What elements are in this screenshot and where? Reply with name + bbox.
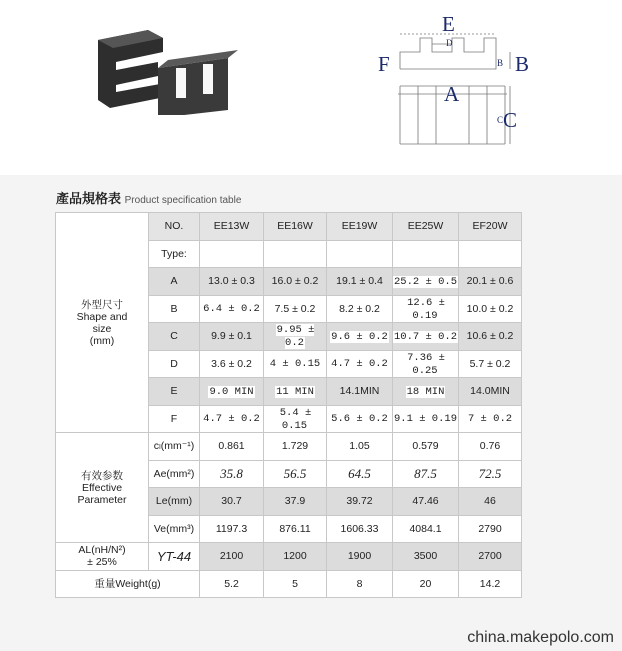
table-cell (200, 378, 264, 406)
header-ee25w: EE25W (393, 213, 459, 241)
weight-label: 重量Weight(g) (56, 570, 200, 598)
dim-row-label: D (149, 350, 200, 378)
table-cell-value: 25.2 ± 0.5 (394, 275, 458, 288)
table-cell-value: 9.95 ± 0.2 (276, 324, 315, 350)
table-cell: 1.05 (327, 433, 393, 461)
table-cell-value: 7 ± 0.2 (467, 413, 513, 426)
dim-row-label: C (149, 323, 200, 351)
table-cell-value: 4 ± 0.15 (269, 358, 321, 371)
al-core-label: YT-44 (149, 543, 200, 571)
table-cell: 46 (459, 488, 522, 516)
dim-label-e: E (442, 12, 455, 36)
table-cell: 19.1 ± 0.4 (327, 268, 393, 296)
table-cell: 87.5 (393, 460, 459, 488)
table-cell: 0.579 (393, 433, 459, 461)
table-cell (459, 405, 522, 433)
table-cell-value: 6.4 ± 0.2 (203, 303, 260, 316)
table-cell: 7.5 ± 0.2 (264, 295, 327, 323)
table-cell (264, 378, 327, 406)
table-cell (393, 405, 459, 433)
table-cell (327, 323, 393, 351)
header-ef20w: EF20W (459, 213, 522, 241)
group-shape-en2: size (92, 322, 112, 335)
header-ee13w: EE13W (200, 213, 264, 241)
table-cell: 64.5 (327, 460, 393, 488)
table-cell: 47.46 (393, 488, 459, 516)
table-cell-value: 9.6 ± 0.2 (331, 330, 388, 343)
table-cell (393, 295, 459, 323)
table-cell: 2700 (459, 543, 522, 571)
table-cell-value: 5.6 ± 0.2 (331, 413, 388, 426)
table-cell: 1.729 (264, 433, 327, 461)
table-cell: 14.0MIN (459, 378, 522, 406)
table-title-cn: 產品規格表 (56, 192, 122, 207)
table-cell: 10.6 ± 0.2 (459, 323, 522, 351)
dim-row-label: B (149, 295, 200, 323)
dim-row-label: E (149, 378, 200, 406)
table-cell: 4084.1 (393, 515, 459, 543)
group-shape-cn: 外型尺寸 (81, 298, 123, 311)
table-cell: 2100 (200, 543, 264, 571)
type-cell (200, 240, 264, 268)
table-cell: 14.2 (459, 570, 522, 598)
param-row-label: Le(mm) (149, 488, 200, 516)
group-shape (56, 213, 149, 433)
table-cell: 30.7 (200, 488, 264, 516)
dim-label-f: F (378, 52, 390, 76)
table-cell: 876.11 (264, 515, 327, 543)
group-effective-cn: 有效参数 (81, 469, 123, 482)
table-cell: 20.1 ± 0.6 (459, 268, 522, 296)
table-cell: 13.0 ± 0.3 (200, 268, 264, 296)
param-row-label: Ae(mm²) (149, 460, 200, 488)
table-cell (393, 268, 459, 296)
param-row-cl (56, 433, 522, 461)
table-cell (264, 405, 327, 433)
header-ee16w: EE16W (264, 213, 327, 241)
group-shape-unit: (mm) (89, 334, 115, 347)
table-cell: 72.5 (459, 460, 522, 488)
dim-label-c: C (503, 108, 518, 132)
table-cell: 0.861 (200, 433, 264, 461)
table-cell (264, 350, 327, 378)
table-cell-value: 11 MIN (276, 385, 314, 398)
table-cell: 9.9 ± 0.1 (200, 323, 264, 351)
table-cell: 37.9 (264, 488, 327, 516)
table-cell: 1900 (327, 543, 393, 571)
table-cell-value: 10.7 ± 0.2 (394, 330, 458, 343)
group-effective (56, 433, 149, 543)
ferrite-core-illustration (88, 30, 238, 115)
table-cell: 35.8 (200, 460, 264, 488)
param-row-label: cₗ(mm⁻¹) (149, 433, 200, 461)
table-cell: 1197.3 (200, 515, 264, 543)
table-cell (327, 350, 393, 378)
table-cell: 8 (327, 570, 393, 598)
table-cell: 0.76 (459, 433, 522, 461)
table-cell: 20 (393, 570, 459, 598)
type-cell (459, 240, 522, 268)
dim-label-d: D (446, 38, 453, 48)
table-cell: 39.72 (327, 488, 393, 516)
table-cell-value: 9.1 ± 0.19 (394, 413, 458, 426)
dim-row-label: A (149, 268, 200, 296)
table-cell: 8.2 ± 0.2 (327, 295, 393, 323)
table-cell: 1200 (264, 543, 327, 571)
table-cell: 1606.33 (327, 515, 393, 543)
header-row (56, 213, 522, 241)
dim-label-a: A (444, 82, 460, 106)
table-cell-value: 4.7 ± 0.2 (331, 358, 388, 371)
group-al-label: AL(nH/N²) (78, 544, 126, 557)
table-title (56, 188, 241, 207)
group-shape-en1: Shape and (76, 310, 128, 323)
dim-label-c-small: C (497, 115, 504, 125)
group-effective-en2: Parameter (77, 493, 127, 506)
table-cell (327, 405, 393, 433)
dim-row-label: F (149, 405, 200, 433)
table-cell (393, 378, 459, 406)
table-cell (393, 323, 459, 351)
table-cell: 10.0 ± 0.2 (459, 295, 522, 323)
spec-table (55, 212, 522, 598)
table-cell (264, 323, 327, 351)
table-cell: 5.7 ± 0.2 (459, 350, 522, 378)
table-cell: 3.6 ± 0.2 (200, 350, 264, 378)
table-cell-value: 18 MIN (406, 385, 445, 398)
table-cell (200, 405, 264, 433)
type-label: Type: (149, 240, 200, 268)
table-cell (200, 295, 264, 323)
table-cell-value: 12.6 ± 0.19 (407, 296, 445, 322)
table-cell-value: 4.7 ± 0.2 (203, 413, 260, 426)
group-al-tolerance: ± 25% (87, 556, 117, 569)
table-cell: 3500 (393, 543, 459, 571)
dim-label-b-small: B (497, 58, 504, 68)
param-row-label: Ve(mm³) (149, 515, 200, 543)
group-al (56, 543, 149, 571)
table-title-en: Product specification table (124, 195, 242, 206)
type-cell (393, 240, 459, 268)
table-cell: 2790 (459, 515, 522, 543)
table-cell: 56.5 (264, 460, 327, 488)
dim-label-b: B (515, 52, 530, 76)
header-no: NO. (149, 213, 200, 241)
table-cell-value: 9.0 MIN (209, 385, 254, 398)
weight-row (56, 570, 522, 598)
table-cell: 5 (264, 570, 327, 598)
group-effective-en1: Effective (81, 481, 123, 494)
table-cell: 5.2 (200, 570, 264, 598)
type-cell (327, 240, 393, 268)
header-ee19w: EE19W (327, 213, 393, 241)
table-cell: 16.0 ± 0.2 (264, 268, 327, 296)
table-cell-value: 5.4 ± 0.15 (279, 406, 312, 432)
watermark: china.makepolo.com (467, 629, 614, 646)
table-cell-value: 7.36 ± 0.25 (407, 351, 445, 377)
type-cell (264, 240, 327, 268)
al-row (56, 543, 522, 571)
table-cell (393, 350, 459, 378)
table-cell: 14.1MIN (327, 378, 393, 406)
